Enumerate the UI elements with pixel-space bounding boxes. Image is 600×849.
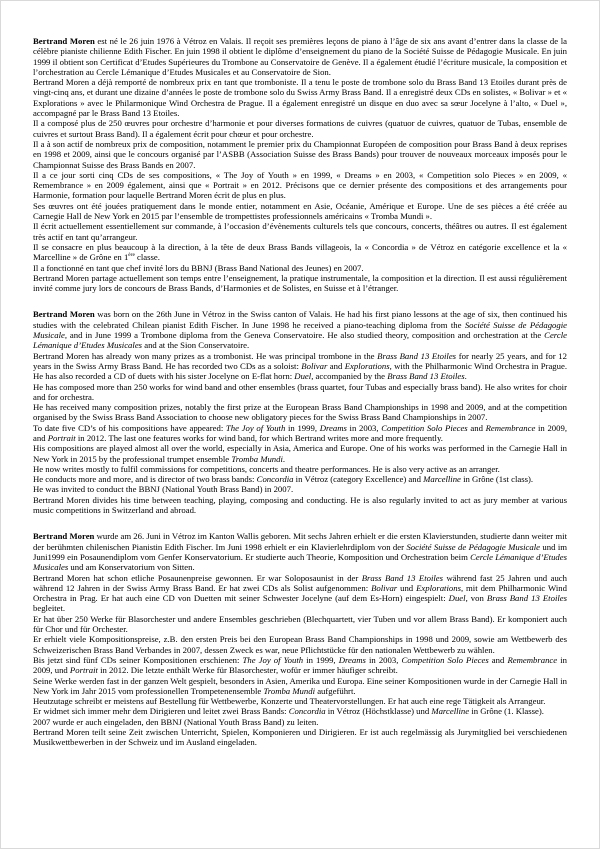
text-segment: in 2012. Die letzte enthält Werke für Blasorchester, wofür er immer häufiger schreibt.	[97, 665, 398, 676]
text-segment: Bertrand Moren	[33, 309, 95, 320]
text-segment: The Joy of Youth	[242, 654, 304, 665]
text-segment: Bis jetzt sind fünf CDs seiner Kompositionen erschienen:	[33, 654, 243, 665]
paragraph	[33, 495, 567, 516]
text-segment: He conducts more and more, and is director of two brass bands:	[33, 474, 257, 485]
text-segment: Competition Solo Pieces	[381, 422, 468, 433]
text-segment: wurde am 26. Juni in Vétroz im Kanton Wallis geboren. Mit sechs Jahren erhielt er die ersten Klavierstunden, studierte dann weiter mit der berühmten chilenischen Pianistin Edith Fischer. Im Juni 1998 erhielt er ein Klavierlehrdiplom von der	[33, 531, 567, 552]
text-segment: Bertrand Moren	[33, 36, 95, 46]
text-segment: Il a ce jour sorti cinq CDs de ses compositions, « The Joy of Youth » en 1999, « Dreams » en 2003, « Competition solo Pieces » en 2009, « Remembrance » en 2009 également, ainsi que « Portrait » en 2012. Précisons que ce dernier présente des compositions et des arrangements pour Harmonie, formation pour laquelle Bertrand Moren écrit de plus en plus.	[33, 169, 567, 201]
paragraph	[33, 118, 567, 139]
text-segment: in 2012. The last one features works for wind band, for which Bertrand writes more and more frequently.	[75, 432, 443, 443]
text-segment: und	[397, 582, 417, 593]
text-segment: Il a fonctionné en tant que chef invité lors du BBNJ (Brass Band National des Jeunes) en 2007.	[33, 262, 364, 273]
text-segment: Bertrand Moren hat schon etliche Posaunenpreise gewonnen. Er war Soloposaunist in der	[33, 572, 362, 583]
text-segment: for nearly 25 years, and for 12 years in the Swiss Army Brass Band. He has recorded two CDs as a soloist:	[33, 350, 567, 371]
text-segment: Bertrand Moren teilt seine Zeit zwischen Unterricht, Spielen, Komponieren und Dirigieren. Er ist auch regelmässig als Jurymitglied bei verschiedenen Musikwettbewerben in der Schweiz und im Ausland eingeladen.	[33, 727, 567, 748]
text-segment: Duel	[294, 371, 312, 382]
text-segment: in Vétroz (Höchstklasse) und	[325, 706, 432, 717]
text-segment: begleitet.	[33, 603, 66, 614]
text-segment: Dreams	[319, 422, 347, 433]
paragraph	[33, 170, 567, 201]
text-segment: , and in June 1999 a Trombone diploma from the Geneva Conservatoire. He also studied theory, composition and orchestration at the	[64, 330, 545, 341]
paragraph	[33, 139, 567, 170]
paragraph	[33, 242, 567, 263]
paragraph	[33, 464, 567, 474]
text-segment: and at the Sion Conservatoire.	[142, 340, 250, 351]
text-segment: Er hat über 250 Werke für Blasorchester und andere Ensembles geschrieben (Blechquartett, vier Tuben und vor allem Brass Band). Er komponiert auch für Chor und für Orchester.	[33, 613, 567, 635]
text-segment: Dreams	[338, 654, 366, 665]
text-segment: He was invited to conduct the BBNJ (National Youth Brass Band) in 2007.	[33, 484, 294, 495]
text-segment: He has composed more than 250 works for wind band and other ensembles (brass quartet, four Tubas and especially brass band). He also writes for choir and for orchestra.	[33, 381, 567, 402]
paragraph	[33, 474, 567, 484]
text-segment: Er widmet sich immer mehr dem Dirigieren und leitet zwei Brass Bands:	[33, 706, 289, 717]
text-segment: Bertrand Moren divides his time between teaching, playing, composing and conducting. He is also regularly invited to act as jury member at various music competitions in Switzerland and abroad.	[33, 494, 567, 516]
text-segment: während fast 25 Jahren und auch während 12 Jahren in der Swiss Army Brass Band. Er hat zwei CDs als Solist aufgenommen:	[33, 572, 567, 593]
paragraph	[33, 717, 567, 727]
text-segment: Explorations	[416, 582, 461, 593]
text-segment: Bolivar	[301, 360, 328, 371]
text-segment: Portrait	[69, 665, 98, 676]
text-segment: und im Juni1999 ein Posaunendiplom vom Genfer Konservatorium. Er studierte auch Theorie, Komposition und Orchestration beim	[33, 541, 568, 562]
paragraph	[33, 263, 567, 273]
paragraph	[33, 443, 567, 464]
text-segment: and	[327, 360, 345, 371]
text-segment: Brass Band 13 Etoiles	[387, 371, 465, 382]
paragraph	[33, 573, 567, 614]
text-segment: Explorations	[344, 360, 390, 371]
paragraph	[33, 309, 567, 350]
text-segment: .	[282, 453, 286, 464]
text-segment: Heutzutage schreibt er meistens auf Bestellung für Wettbewerbe, Konzerte und Theatervorstellungen. Er hat auch eine rege Tätigkeit als Arrangeur.	[33, 696, 546, 707]
text-segment: Il a à son actif de nombreux prix de composition, notamment le premier prix du Championnat Européen de composition pour Brass Band à deux reprises en 1998 et 2009, ainsi que le concours organisé par l’ASBB (Association Suisse des Brass Bands) pour trouver de nouveaux morceaux imposés pour le Championnat Suisse des Brass Bands en 2007.	[33, 138, 567, 170]
text-segment: , von	[465, 593, 487, 604]
text-segment: Il écrit actuellement essentiellement sur commande, à l’occasion d’évènements culturels tels que concours, concerts, théâtres ou autres. Il est également très actif en tant qu’arrangeur.	[33, 221, 567, 242]
text-segment: Seine Werke werden fast in der ganzen Welt gespielt, besonders in Asien, Amerika und Europa. Eine seiner Kompositionen wurde in der Carnegie Hall in New York im Jahr 2015 vom professionellen Trompetenensemble	[33, 675, 567, 696]
paragraph	[33, 221, 567, 242]
text-segment: Brass Band 13 Etoiles	[486, 593, 568, 604]
text-segment: , mit dem Philharmonic Wind Orchestra in Prag. Er hat auch eine CD von Duetten mit seiner Schwester Jocelyne (auf dem Es-Horn) eingespielt:	[33, 582, 567, 604]
text-segment: Remembrance	[507, 654, 558, 665]
paragraph	[33, 634, 567, 655]
text-segment: Société Suisse de Pédagogie Musicale	[33, 319, 567, 341]
text-segment: and	[488, 654, 508, 665]
paragraph	[33, 402, 567, 423]
text-segment: Brass Band 13 Etoiles	[377, 350, 457, 361]
paragraph	[33, 423, 567, 444]
text-segment: To date five CD’s of his compositions have appeared:	[33, 422, 226, 433]
paragraph	[33, 531, 567, 572]
text-segment: in Vétroz (category Excellence) and	[293, 474, 424, 485]
text-segment: in 2003,	[346, 422, 382, 433]
paragraph	[33, 706, 567, 716]
text-segment: in 1999,	[285, 422, 320, 433]
text-segment: He has received many composition prizes, notably the first prize at the European Brass Band Championships in 1998 and 2009, and at the competition organised by the Swiss Brass Band Association to choose new obligatory pieces for the Swiss Brass Band Championships in 2007.	[33, 402, 567, 423]
text-segment: in 1999,	[303, 654, 339, 665]
text-segment: classe.	[134, 252, 160, 263]
text-segment: ère	[128, 252, 135, 259]
text-segment: The Joy of Youth	[225, 422, 286, 433]
paragraph	[33, 727, 567, 748]
text-segment: Société Suisse de Pédagogie Musicale	[406, 541, 541, 552]
paragraph	[33, 676, 567, 697]
text-segment: Competition Solo Pieces	[401, 654, 489, 665]
text-segment: , accompanied by the	[311, 371, 388, 382]
text-segment: in 2009, und	[33, 654, 568, 676]
text-segment: Tromba Mundi	[263, 685, 316, 696]
text-segment: His compositions are played almost all over the world, especially in Asia, America and Europe. One of his works was performed in the Carnegie Hall in New York in 2015 by the professional trumpet ensemble	[33, 443, 567, 464]
text-segment: 2007 wurde er auch eingeladen, den BBNJ (National Youth Brass Band) zu leiten.	[33, 716, 319, 727]
text-segment: Cercle Lémanique d’Etudes Musicales	[33, 551, 567, 573]
text-segment: Bertrand Moren	[33, 531, 95, 542]
text-segment: in Grône (1st class).	[460, 474, 534, 485]
paragraph	[33, 655, 567, 676]
text-segment: und am Konservatorium von Sitten.	[68, 562, 195, 573]
text-segment: and	[467, 422, 486, 433]
text-segment: Duel	[448, 593, 466, 604]
paragraph	[33, 36, 567, 77]
text-segment: Brass Band 13 Etoiles	[361, 572, 444, 583]
text-segment: Cercle Lémanique d’Etudes Musicales	[33, 330, 567, 351]
text-segment: Marcelline	[431, 706, 470, 717]
text-segment: Bertrand Moren partage actuellement son temps entre l’enseignement, la pratique instrumentale, la composition et la direction. Il est aussi régulièrement invité comme jury lors de concours de Brass Bands, d’Harmonies et de Solistes, en Suisse et à l’étranger.	[33, 272, 567, 294]
biography-german	[33, 531, 567, 747]
text-segment: Concordia	[256, 474, 294, 485]
paragraph	[33, 351, 567, 382]
biography-french	[33, 36, 567, 293]
text-segment: Bertrand Moren has already won many prizes as a trombonist. He was principal trombone in the	[33, 350, 378, 361]
text-segment: in Grône (1. Klasse).	[469, 706, 544, 717]
text-segment: Tromba Mundi	[231, 453, 283, 464]
paragraph	[33, 382, 567, 403]
text-segment: Portrait	[47, 432, 76, 443]
text-segment: Bertrand Moren a déjà remporté de nombreux prix en tant que tromboniste. Il a tenu le poste de trombone solo du Brass Band 13 Etoiles durant près de vingt-cinq ans, et durant une dizaine d’années le poste de trombone solo du Swiss Army Brass Band. Il a enregistré deux CDs en solistes, « Bolivar » et « Explorations » avec le Philarmonique Wind Orchestra de Prague. Il a également enregistré un disque en duo avec sa sœur Jocelyne à l’alto, « Duel », accompagné par le Brass Band 13 Etoiles.	[33, 77, 567, 119]
biography-english	[33, 309, 567, 515]
text-segment: He now writes mostly to fulfil commissions for competitions, concerts and theatre performances. He is also very active as an arranger.	[33, 463, 500, 474]
paragraph	[33, 696, 567, 706]
paragraph	[33, 201, 567, 222]
text-segment: Ses œuvres ont été jouées pratiquement dans le monde entier, notamment en Asie, Océanie, Amérique et Europe. Une de ses pièces a été créée au Carnegie Hall de New York en 2015 par l’ensemble de trompettistes professionnels américains « Tromba Mundi ».	[33, 200, 567, 222]
paragraph	[33, 77, 567, 118]
text-segment: Bolivar	[371, 582, 398, 593]
text-segment: Concordia	[288, 706, 326, 717]
text-segment: Marcelline	[423, 474, 461, 485]
text-segment: Remembrance	[485, 422, 536, 433]
text-segment: , with the Philharmonic Wind Orchestra in Prague. He has also recorded a CD of duets with his sister Jocelyne on E-flat horn:	[33, 360, 568, 382]
text-segment: in 2009, and	[33, 422, 568, 443]
paragraph	[33, 614, 567, 635]
text-segment: was born on the 26th June in Vétroz in the Swiss canton of Valais. He had his first piano lessons at the age of six, then continued his studies with the celebrated Chilean pianist Edith Fischer. In June 1998 he received a piano-teaching diploma from the	[33, 309, 567, 330]
paragraph	[33, 273, 567, 294]
paragraph	[33, 484, 567, 494]
text-segment: Er erhielt viele Kompositionspreise, z.B. den ersten Preis bei den European Brass Band Championships in 1998 und 2009, sowie am Wettbewerb des Schweizerischen Brass Band Verbandes in 2007, dessen Zweck es war, neue Pflichtstücke für den nationalen Wettbewerb zu wählen.	[33, 634, 567, 655]
text-segment: in 2003,	[365, 654, 402, 665]
text-segment: Il a composé plus de 250 œuvres pour orchestre d’harmonie et pour diverses formations de cuivres (quatuor de cuivres, quatuor de Tubas, ensemble de cuivres et surtout Brass Band). Il a également écrit pour chœur et pour orchestre.	[33, 118, 567, 139]
text-segment: aufgeführt.	[315, 685, 356, 696]
text-segment: .	[464, 371, 467, 382]
text-segment: est né le 26 juin 1976 à Vétroz en Valais. Il reçoit ses premières leçons de piano à l’âge de six ans avant d’entrer dans la classe de la célèbre pianiste chilienne Edith Fischer. En juin 1998 il obtient le diplôme d’enseignement du piano de la Société Suisse de Pédagogie Musicale. En juin 1999 il obtient son Certificat d’Etudes Supérieures du Trombone au Conservatoire de Genève. Il a également étudié l’écriture musicale, la composition et l’orchestration au Cercle Lémanique d’Etudes Musicales et au Conservatoire de Sion.	[33, 36, 567, 77]
text-segment: Il se consacre en plus beaucoup à la direction, à la tête de deux Brass Bands villageois, la « Concordia » de Vétroz en catégorie excellence et la « Marcelline » de Grône en 1	[33, 241, 567, 263]
